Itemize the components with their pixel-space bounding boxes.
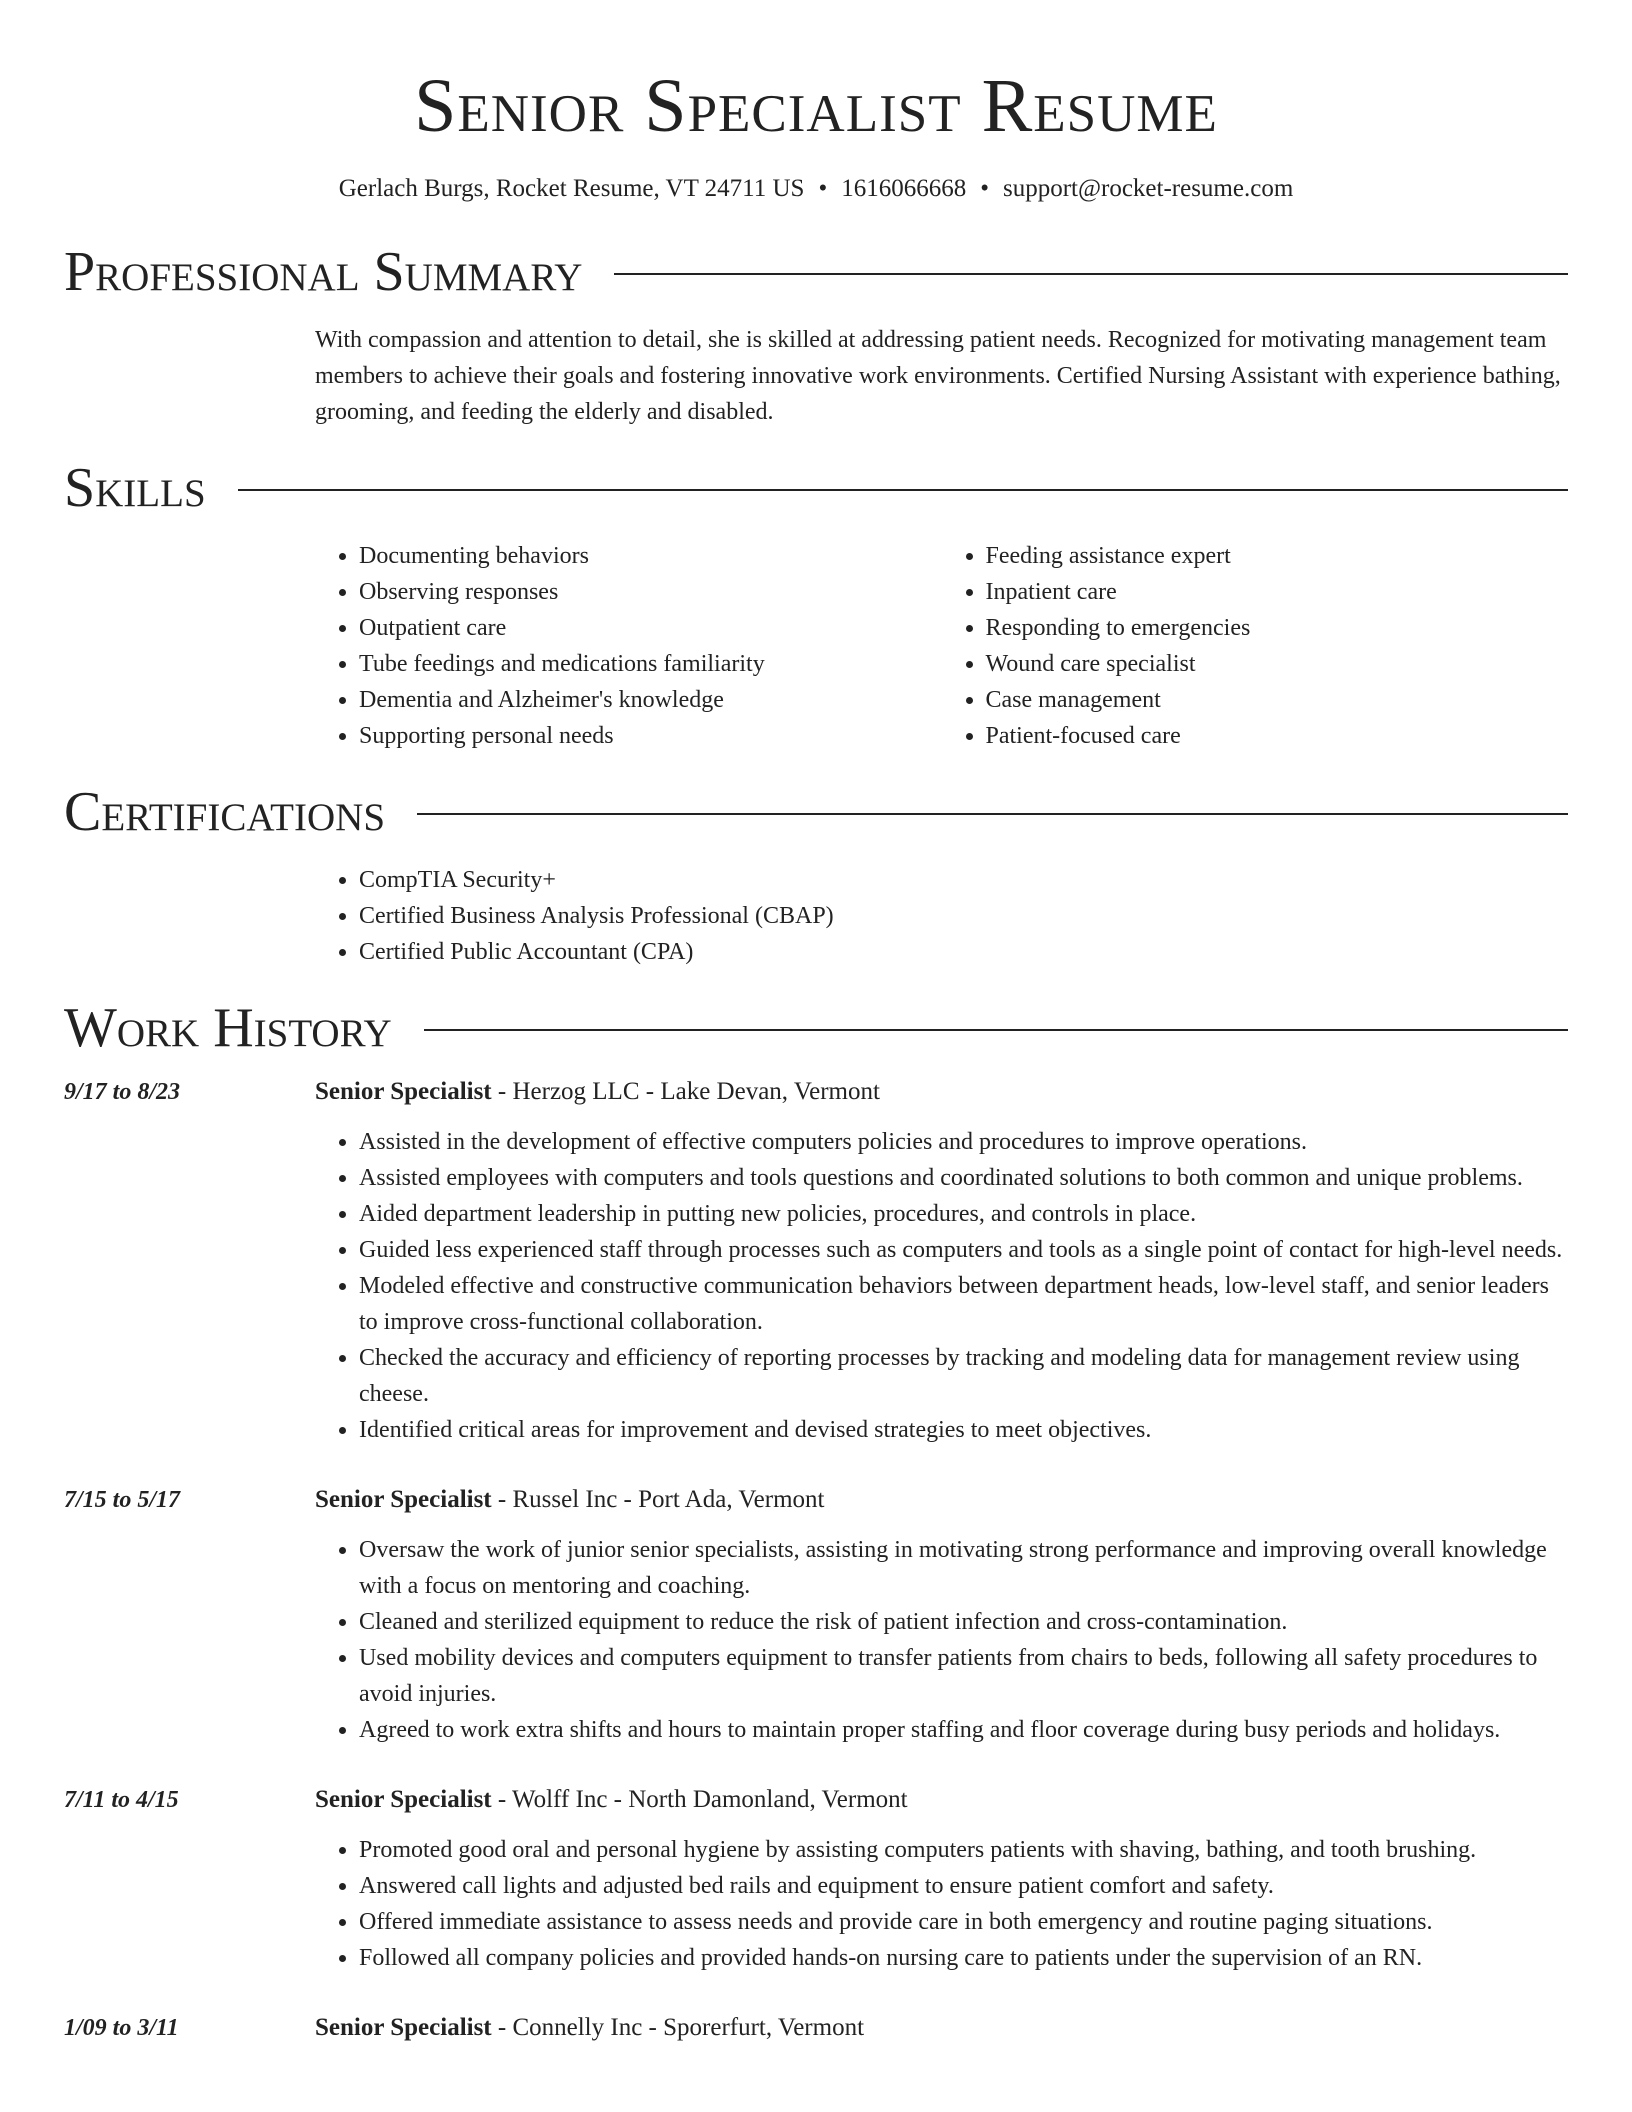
job-employer: - Herzog LLC - Lake Devan, Vermont bbox=[491, 1078, 880, 1105]
skill-item: • Patient-focused care bbox=[986, 718, 1569, 754]
section-header bbox=[64, 240, 1568, 304]
contact-email: support@rocket-resume.com bbox=[1002, 175, 1294, 202]
job-bullets bbox=[315, 1124, 1568, 1448]
job-entry bbox=[64, 1074, 1568, 1448]
job-bullet: • Assisted employees with computers and tools questions and coordinated solutions to both common and unique problems. bbox=[359, 1160, 1568, 1196]
section-header bbox=[64, 780, 1568, 844]
job-content bbox=[315, 1074, 1568, 1448]
summary-content bbox=[315, 322, 1568, 430]
job-bullet: • Modeled effective and constructive communication behaviors between department heads, low-level staff, and senior leaders to improve cross-functional collaboration. bbox=[359, 1268, 1568, 1340]
certification-item: • CompTIA Security+ bbox=[359, 862, 1568, 898]
resume-page bbox=[64, 0, 1568, 2080]
job-bullet: • Assisted in the development of effective computers policies and procedures to improve operations. bbox=[359, 1124, 1568, 1160]
work-history-section bbox=[64, 996, 1568, 2046]
job-content bbox=[315, 2010, 1568, 2046]
skills-list-left bbox=[315, 538, 942, 754]
job-bullet: • Cleaned and sterilized equipment to reduce the risk of patient infection and cross-contamination. bbox=[359, 1604, 1568, 1640]
job-heading bbox=[315, 2010, 1568, 2046]
skill-item: • Wound care specialist bbox=[986, 646, 1569, 682]
job-title: Senior Specialist bbox=[315, 2014, 492, 2041]
job-entry bbox=[64, 1782, 1568, 1976]
section-title-summary: Professional Summary bbox=[64, 241, 583, 303]
job-bullet: • Aided department leadership in putting new policies, procedures, and controls in place. bbox=[359, 1196, 1568, 1232]
skill-item: • Case management bbox=[986, 682, 1569, 718]
job-content bbox=[315, 1482, 1568, 1748]
jobs-list bbox=[64, 1074, 1568, 2046]
job-bullet: • Guided less experienced staff through processes such as computers and tools as a single point of contact for high-level needs. bbox=[359, 1232, 1568, 1268]
job-bullet: • Identified critical areas for improvement and devised strategies to meet objectives. bbox=[359, 1412, 1568, 1448]
section-divider bbox=[238, 489, 1568, 491]
section-divider bbox=[417, 813, 1568, 815]
job-dates: 9/17 to 8/23 bbox=[64, 1079, 181, 1105]
skills-columns bbox=[315, 538, 1568, 754]
section-header bbox=[64, 996, 1568, 1060]
contact-address: Gerlach Burgs, Rocket Resume, VT 24711 US bbox=[338, 175, 805, 202]
skill-item: • Dementia and Alzheimer's knowledge bbox=[359, 682, 942, 718]
job-heading bbox=[315, 1074, 1568, 1110]
contact-separator: • bbox=[818, 175, 828, 202]
certification-item: • Certified Business Analysis Professional (CBAP) bbox=[359, 898, 1568, 934]
skill-item: • Feeding assistance expert bbox=[986, 538, 1569, 574]
section-title-certifications: Certifications bbox=[64, 781, 386, 843]
job-content bbox=[315, 1782, 1568, 1976]
section-title-work-history: Work History bbox=[64, 997, 392, 1059]
section-header bbox=[64, 456, 1568, 520]
job-employer: - Connelly Inc - Sporerfurt, Vermont bbox=[491, 2014, 865, 2041]
skill-item: • Documenting behaviors bbox=[359, 538, 942, 574]
job-bullet: • Oversaw the work of junior senior specialists, assisting in motivating strong performance and improving overall knowledge with a focus on mentoring and coaching. bbox=[359, 1532, 1568, 1604]
job-bullet: • Used mobility devices and computers equipment to transfer patients from chairs to beds, following all safety procedures to avoid injuries. bbox=[359, 1640, 1568, 1712]
job-entry bbox=[64, 1482, 1568, 1748]
certifications-content bbox=[315, 862, 1568, 970]
job-employer: - Russel Inc - Port Ada, Vermont bbox=[491, 1486, 825, 1513]
job-title: Senior Specialist bbox=[315, 1078, 492, 1105]
certifications-list bbox=[315, 862, 1568, 970]
job-bullet: • Followed all company policies and provided hands-on nursing care to patients under the supervision of an RN. bbox=[359, 1940, 1568, 1976]
job-bullet: • Checked the accuracy and efficiency of reporting processes by tracking and modeling data for management review using cheese. bbox=[359, 1340, 1568, 1412]
certification-item: • Certified Public Accountant (CPA) bbox=[359, 934, 1568, 970]
section-divider bbox=[424, 1029, 1568, 1031]
skill-item: • Outpatient care bbox=[359, 610, 942, 646]
job-bullets bbox=[315, 1832, 1568, 1976]
summary-section bbox=[64, 240, 1568, 430]
contact-separator: • bbox=[980, 175, 989, 202]
job-dates: 7/15 to 5/17 bbox=[64, 1487, 181, 1513]
job-title: Senior Specialist bbox=[315, 1486, 492, 1513]
page-title: Senior Specialist Resume bbox=[414, 64, 1218, 148]
job-title: Senior Specialist bbox=[315, 1786, 492, 1813]
skill-item: • Inpatient care bbox=[986, 574, 1569, 610]
job-employer: - Wolff Inc - North Damonland, Vermont bbox=[491, 1786, 908, 1813]
skill-item: • Tube feedings and medications familiarity bbox=[359, 646, 942, 682]
job-dates: 1/09 to 3/11 bbox=[64, 2015, 179, 2041]
job-bullet: • Answered call lights and adjusted bed rails and equipment to ensure patient comfort and safety. bbox=[359, 1868, 1568, 1904]
skill-item: • Supporting personal needs bbox=[359, 718, 942, 754]
job-heading bbox=[315, 1482, 1568, 1518]
job-heading bbox=[315, 1782, 1568, 1818]
section-divider bbox=[614, 273, 1568, 275]
skill-item: • Observing responses bbox=[359, 574, 942, 610]
job-bullet: • Agreed to work extra shifts and hours to maintain proper staffing and floor coverage during busy periods and holidays. bbox=[359, 1712, 1568, 1748]
certifications-section bbox=[64, 780, 1568, 970]
job-bullet: • Offered immediate assistance to assess needs and provide care in both emergency and routine paging situations. bbox=[359, 1904, 1568, 1940]
skill-item: • Responding to emergencies bbox=[986, 610, 1569, 646]
job-bullet: • Promoted good oral and personal hygiene by assisting computers patients with shaving, bathing, and tooth brushing. bbox=[359, 1832, 1568, 1868]
skills-list-right bbox=[942, 538, 1569, 754]
job-bullets bbox=[315, 1532, 1568, 1748]
skills-section bbox=[64, 456, 1568, 754]
contact-line bbox=[64, 174, 1568, 204]
section-title-skills: Skills bbox=[64, 457, 206, 519]
contact-phone: 1616066668 bbox=[841, 175, 967, 202]
summary-text: With compassion and attention to detail, she is skilled at addressing patient needs. Recognized for motivating management team members to achieve their goals and fostering innovative work environments. Certified Nursing Assistant with experience bathing, grooming, and feeding the elderly and disabled. bbox=[315, 327, 1561, 425]
job-entry bbox=[64, 2010, 1568, 2046]
job-dates: 7/11 to 4/15 bbox=[64, 1787, 179, 1813]
